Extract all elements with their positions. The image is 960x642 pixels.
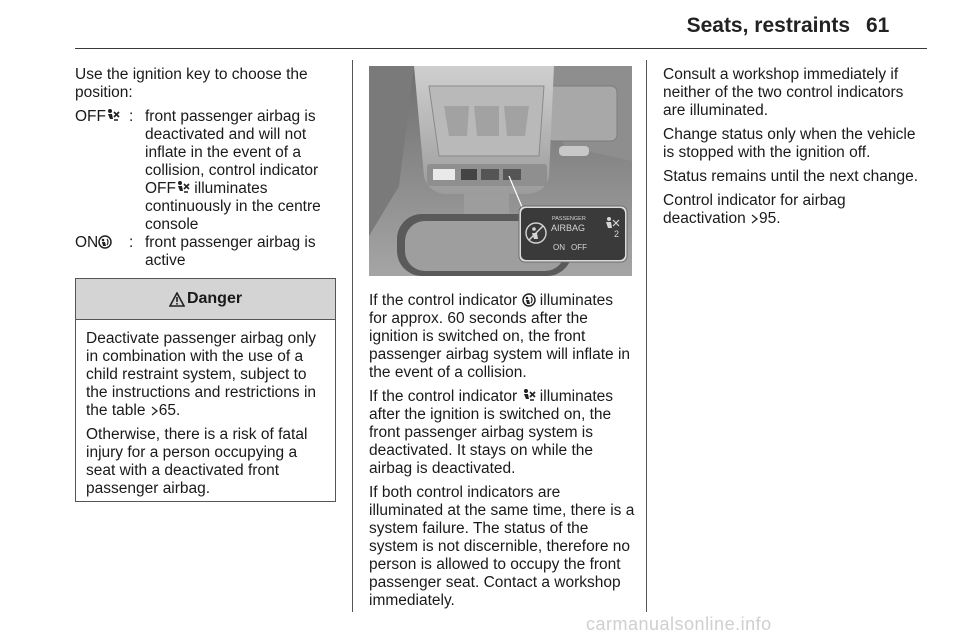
intro-text: Use the ignition key to choose the position: — [75, 66, 308, 101]
airbag-off-icon — [106, 108, 120, 123]
position-off-colon: : — [129, 108, 134, 125]
middle-paragraph-2: If the control indicator illuminates after the ignition is switched on, the front passenger airbag system is deactivated. It stays on while the airbag is deactivated. — [369, 388, 614, 477]
position-on-colon: : — [129, 234, 134, 251]
right-paragraph-2: Change status only when the vehicle is stopped with the ignition off. — [663, 126, 916, 161]
right-column — [663, 66, 929, 234]
position-on-row — [75, 234, 337, 270]
page-ref-arrow-icon — [750, 213, 759, 225]
position-off-row — [75, 108, 337, 234]
right-paragraph-4: Control indicator for airbag deactivation 95. — [663, 192, 846, 227]
position-on-term: ON — [75, 234, 129, 270]
position-off-term: OFF — [75, 108, 129, 234]
figure-label-airbag: AIRBAG — [551, 223, 586, 233]
right-paragraph-3: Status remains until the next change. — [663, 168, 919, 185]
danger-body — [76, 320, 335, 498]
overhead-console-illustration — [369, 66, 632, 276]
figure-label-passenger: PASSENGER — [552, 216, 586, 222]
airbag-off-icon — [522, 388, 536, 403]
airbag-on-icon — [522, 293, 536, 307]
middle-column — [369, 292, 635, 616]
middle-paragraph-1: If the control indicator illuminates for approx. 60 seconds after the ignition is switched on, the front passenger airbag system will inflate in the event of a collision. — [369, 292, 631, 381]
danger-title: Danger — [186, 290, 243, 307]
header-rule — [75, 48, 927, 49]
airbag-switch-figure — [369, 66, 632, 276]
right-page-ref[interactable]: 95. — [759, 210, 781, 227]
column-divider-right — [646, 60, 647, 612]
middle-paragraph-3: If both control indicators are illuminated at the same time, there is a system failure. The status of the system is not discernible, therefore no person is allowed to occupy the front passenger seat. Contact a workshop immediately. — [369, 484, 635, 609]
column-divider-left — [352, 60, 353, 612]
airbag-off-icon — [176, 180, 190, 195]
danger-header — [76, 279, 335, 320]
position-on-desc: front passenger airbag is active — [145, 234, 316, 269]
watermark: carmanualsonline.info — [586, 614, 772, 634]
right-paragraph-1: Consult a workshop immediately if neither of the two control indicators are illuminated. — [663, 66, 904, 119]
left-column — [75, 66, 337, 270]
figure-label-off: OFF — [571, 243, 587, 252]
page-header-title: Seats, restraints — [686, 14, 850, 37]
danger-paragraph-2: Otherwise, there is a risk of fatal injury for a person occupying a seat with a deactivated front passenger airbag. — [86, 426, 308, 497]
position-list — [75, 108, 337, 270]
warning-triangle-icon — [169, 292, 185, 307]
figure-label-on: ON — [553, 243, 565, 252]
danger-paragraph-1: Deactivate passenger airbag only in combination with the use of a child restraint system, subject to the instructions and restrictions in the table 65. — [86, 330, 317, 419]
page-ref-arrow-icon — [150, 405, 159, 417]
airbag-on-icon — [98, 235, 112, 249]
svg-text:2: 2 — [614, 229, 620, 239]
page-number: 61 — [866, 14, 890, 37]
danger-page-ref[interactable]: 65. — [158, 402, 181, 419]
position-off-desc: front passenger airbag is deactivated and will not inflate in the event of a collision, control indicator OFF illuminates continuously in the centre console — [145, 108, 321, 233]
danger-box — [75, 278, 336, 502]
